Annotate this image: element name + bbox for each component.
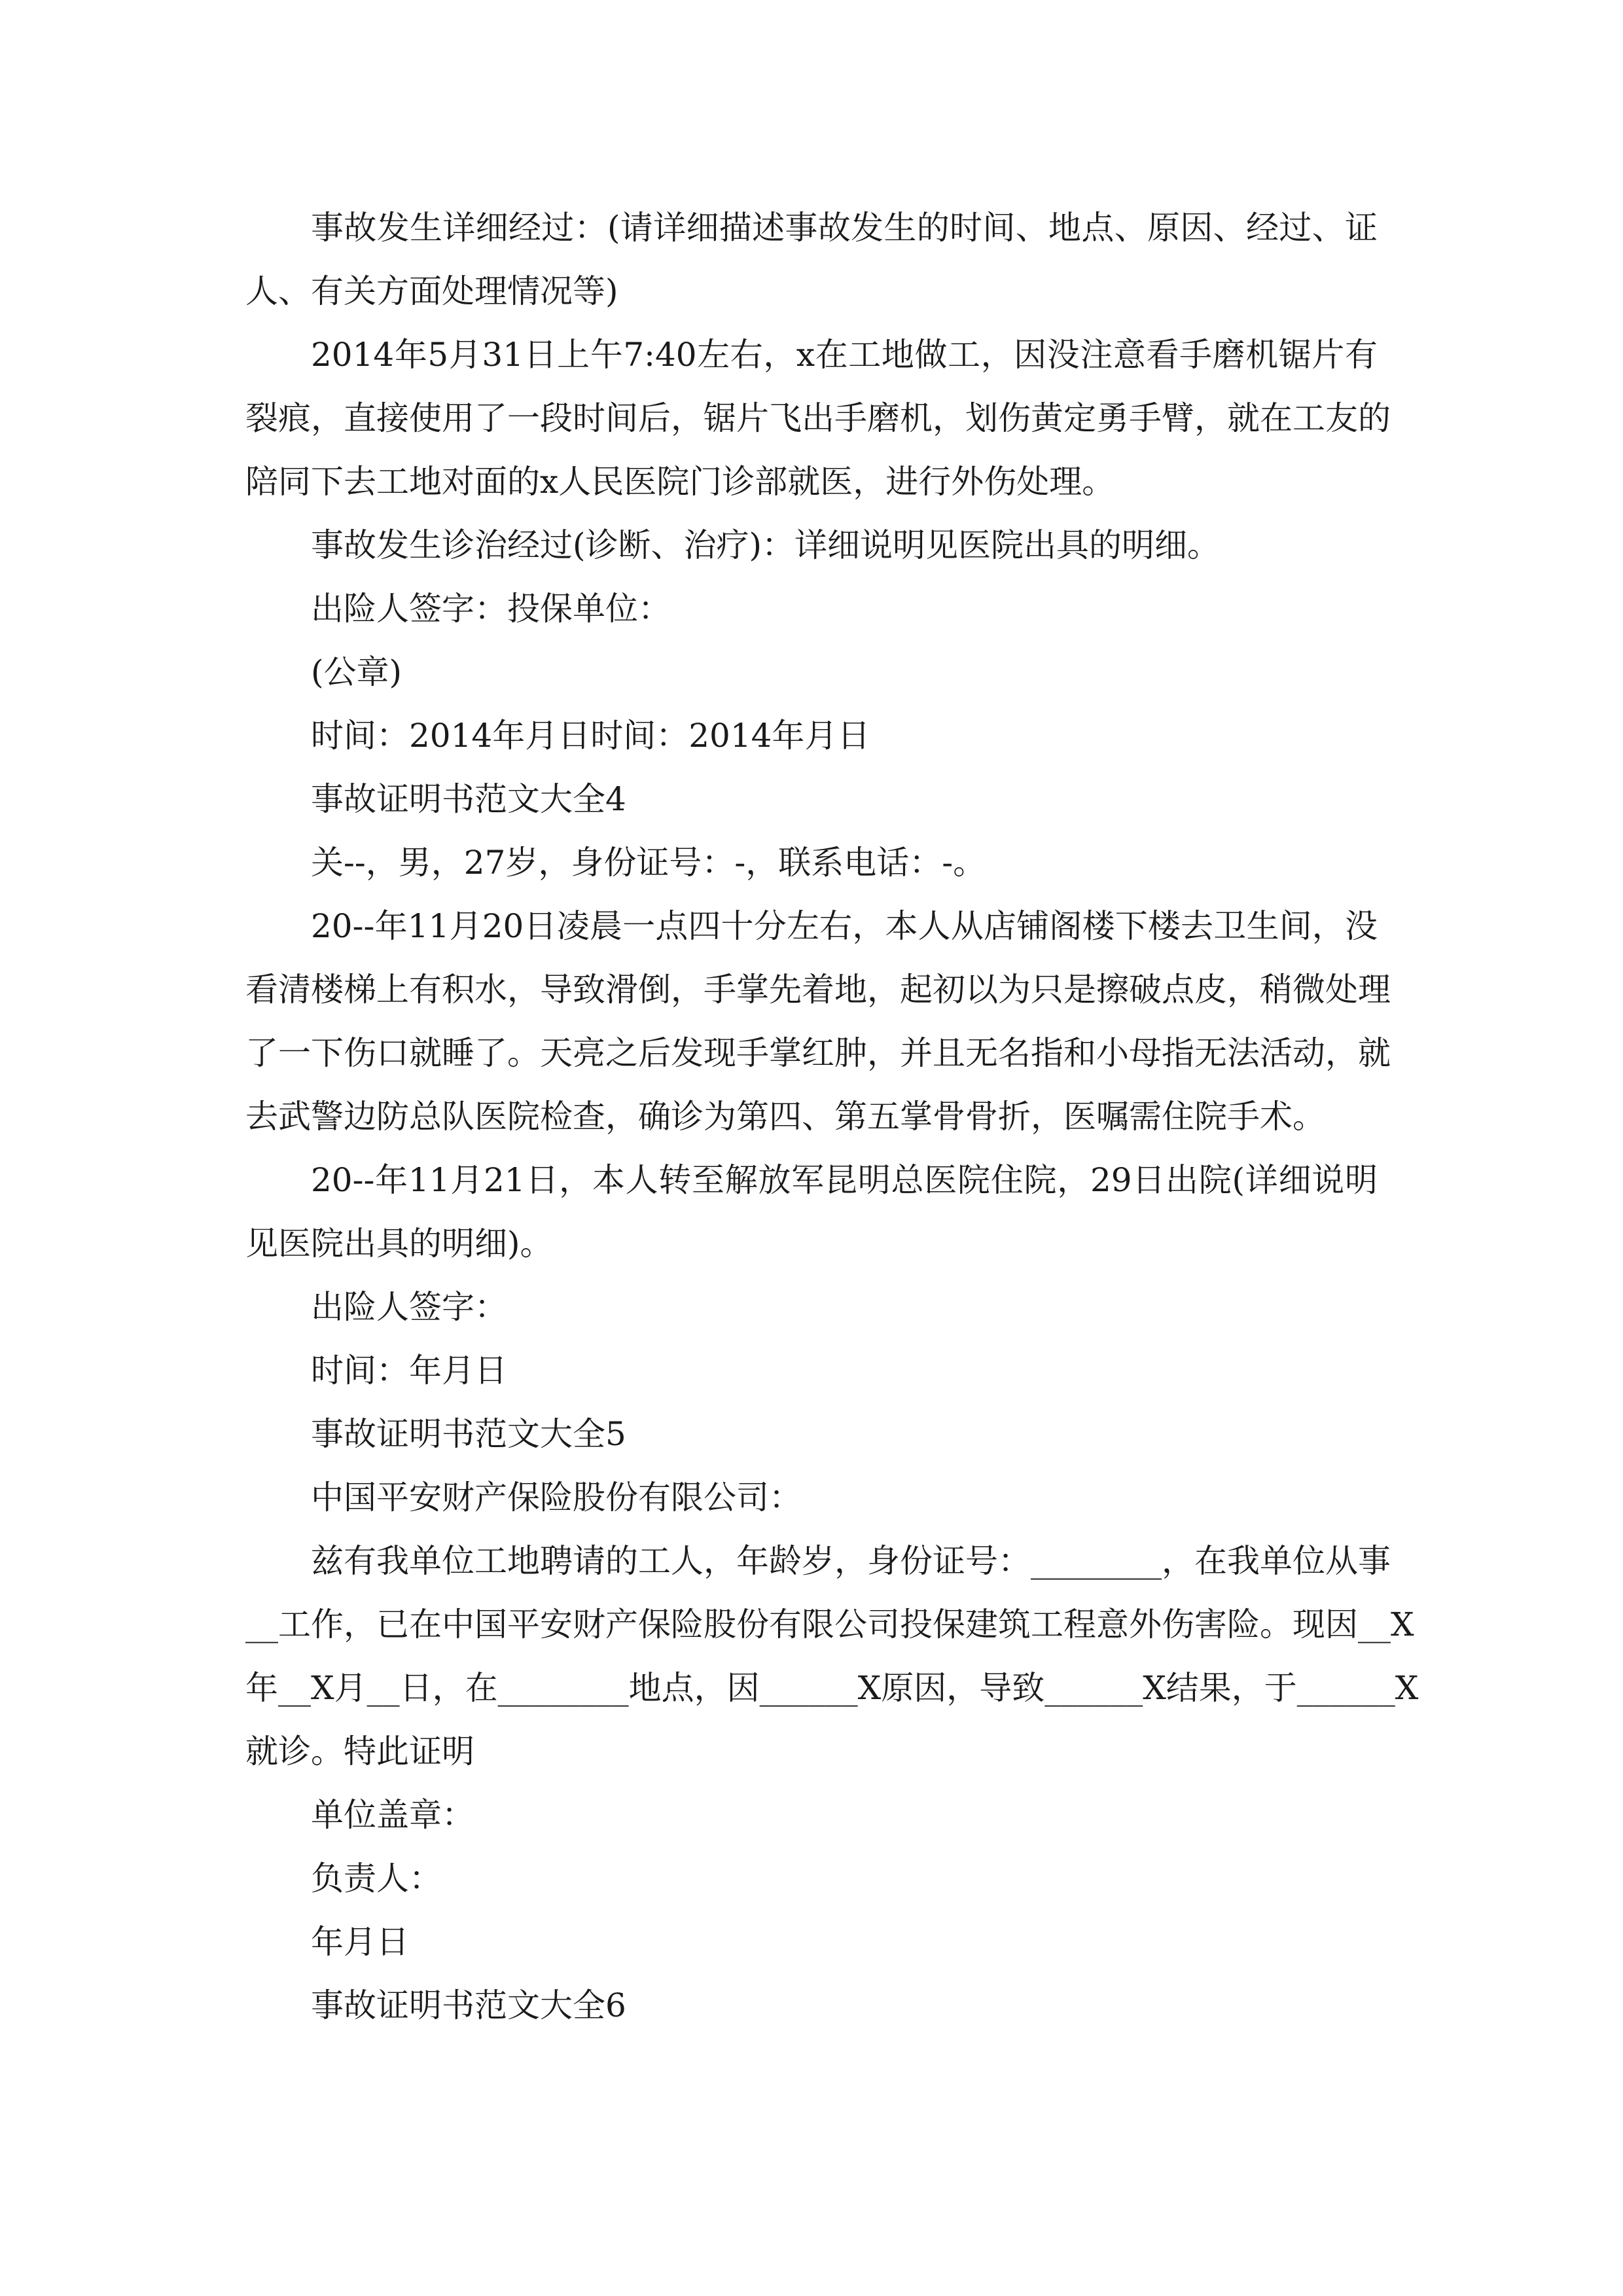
text-line: 20--年11月21日，本人转至解放军昆明总医院住院，29日出院(详细说明	[311, 1161, 1378, 1199]
text-line: 单位盖章：	[311, 1796, 474, 1834]
text-line: 看清楼梯上有积水，导致滑倒，手掌先着地，起初以为只是擦破点皮，稍微处理	[245, 971, 1391, 1009]
text-line: 见医院出具的明细)。	[245, 1225, 553, 1263]
text-line: 负责人：	[311, 1859, 442, 1897]
text-line: __工作，已在中国平安财产保险股份有限公司投保建筑工程意外伤害险。现因__X	[245, 1605, 1414, 1643]
text-line: 去武警边防总队医院检查，确诊为第四、第五掌骨骨折，医嘱需住院手术。	[245, 1098, 1325, 1136]
text-line: 兹有我单位工地聘请的工人，年龄岁，身份证号：________，在我单位从事	[311, 1542, 1391, 1580]
text-line: 关--，男，27岁，身份证号：-，联系电话：-。	[311, 844, 986, 882]
text-line: (公章)	[311, 653, 402, 691]
text-line: 人、有关方面处理情况等)	[245, 272, 618, 310]
text-line: 陪同下去工地对面的x人民医院门诊部就医，进行外伤处理。	[245, 463, 1115, 501]
text-line: 就诊。特此证明	[245, 1732, 474, 1770]
text-line: 事故发生详细经过：(请详细描述事故发生的时间、地点、原因、经过、证	[311, 209, 1378, 247]
text-line: 2014年5月31日上午7:40左右，x在工地做工，因没注意看手磨机锯片有	[311, 336, 1378, 374]
text-line: 时间：年月日	[311, 1352, 507, 1390]
text-line: 20--年11月20日凌晨一点四十分左右，本人从店铺阁楼下楼去卫生间，没	[311, 907, 1378, 945]
text-line: 事故证明书范文大全4	[311, 780, 626, 818]
text-line: 裂痕，直接使用了一段时间后，锯片飞出手磨机，划伤黄定勇手臂，就在工友的	[245, 399, 1391, 437]
text-line: 中国平安财产保险股份有限公司：	[311, 1479, 802, 1516]
text-line: 出险人签字：投保单位：	[311, 590, 671, 628]
text-line: 年月日	[311, 1923, 409, 1961]
text-line: 出险人签字：	[311, 1288, 507, 1326]
document-body	[245, 196, 1419, 2037]
text-line: 时间：2014年月日时间：2014年月日	[311, 717, 870, 755]
text-line: 事故证明书范文大全6	[311, 1986, 626, 2024]
text-line: 了一下伤口就睡了。天亮之后发现手掌红肿，并且无名指和小母指无法活动，就	[245, 1034, 1391, 1072]
text-line: 事故证明书范文大全5	[311, 1415, 626, 1453]
text-line: 事故发生诊治经过(诊断、治疗)：详细说明见医院出具的明细。	[311, 526, 1221, 564]
text-line: 年__X月__日，在________地点，因______X原因，导致______X结果，于______X	[245, 1669, 1419, 1707]
